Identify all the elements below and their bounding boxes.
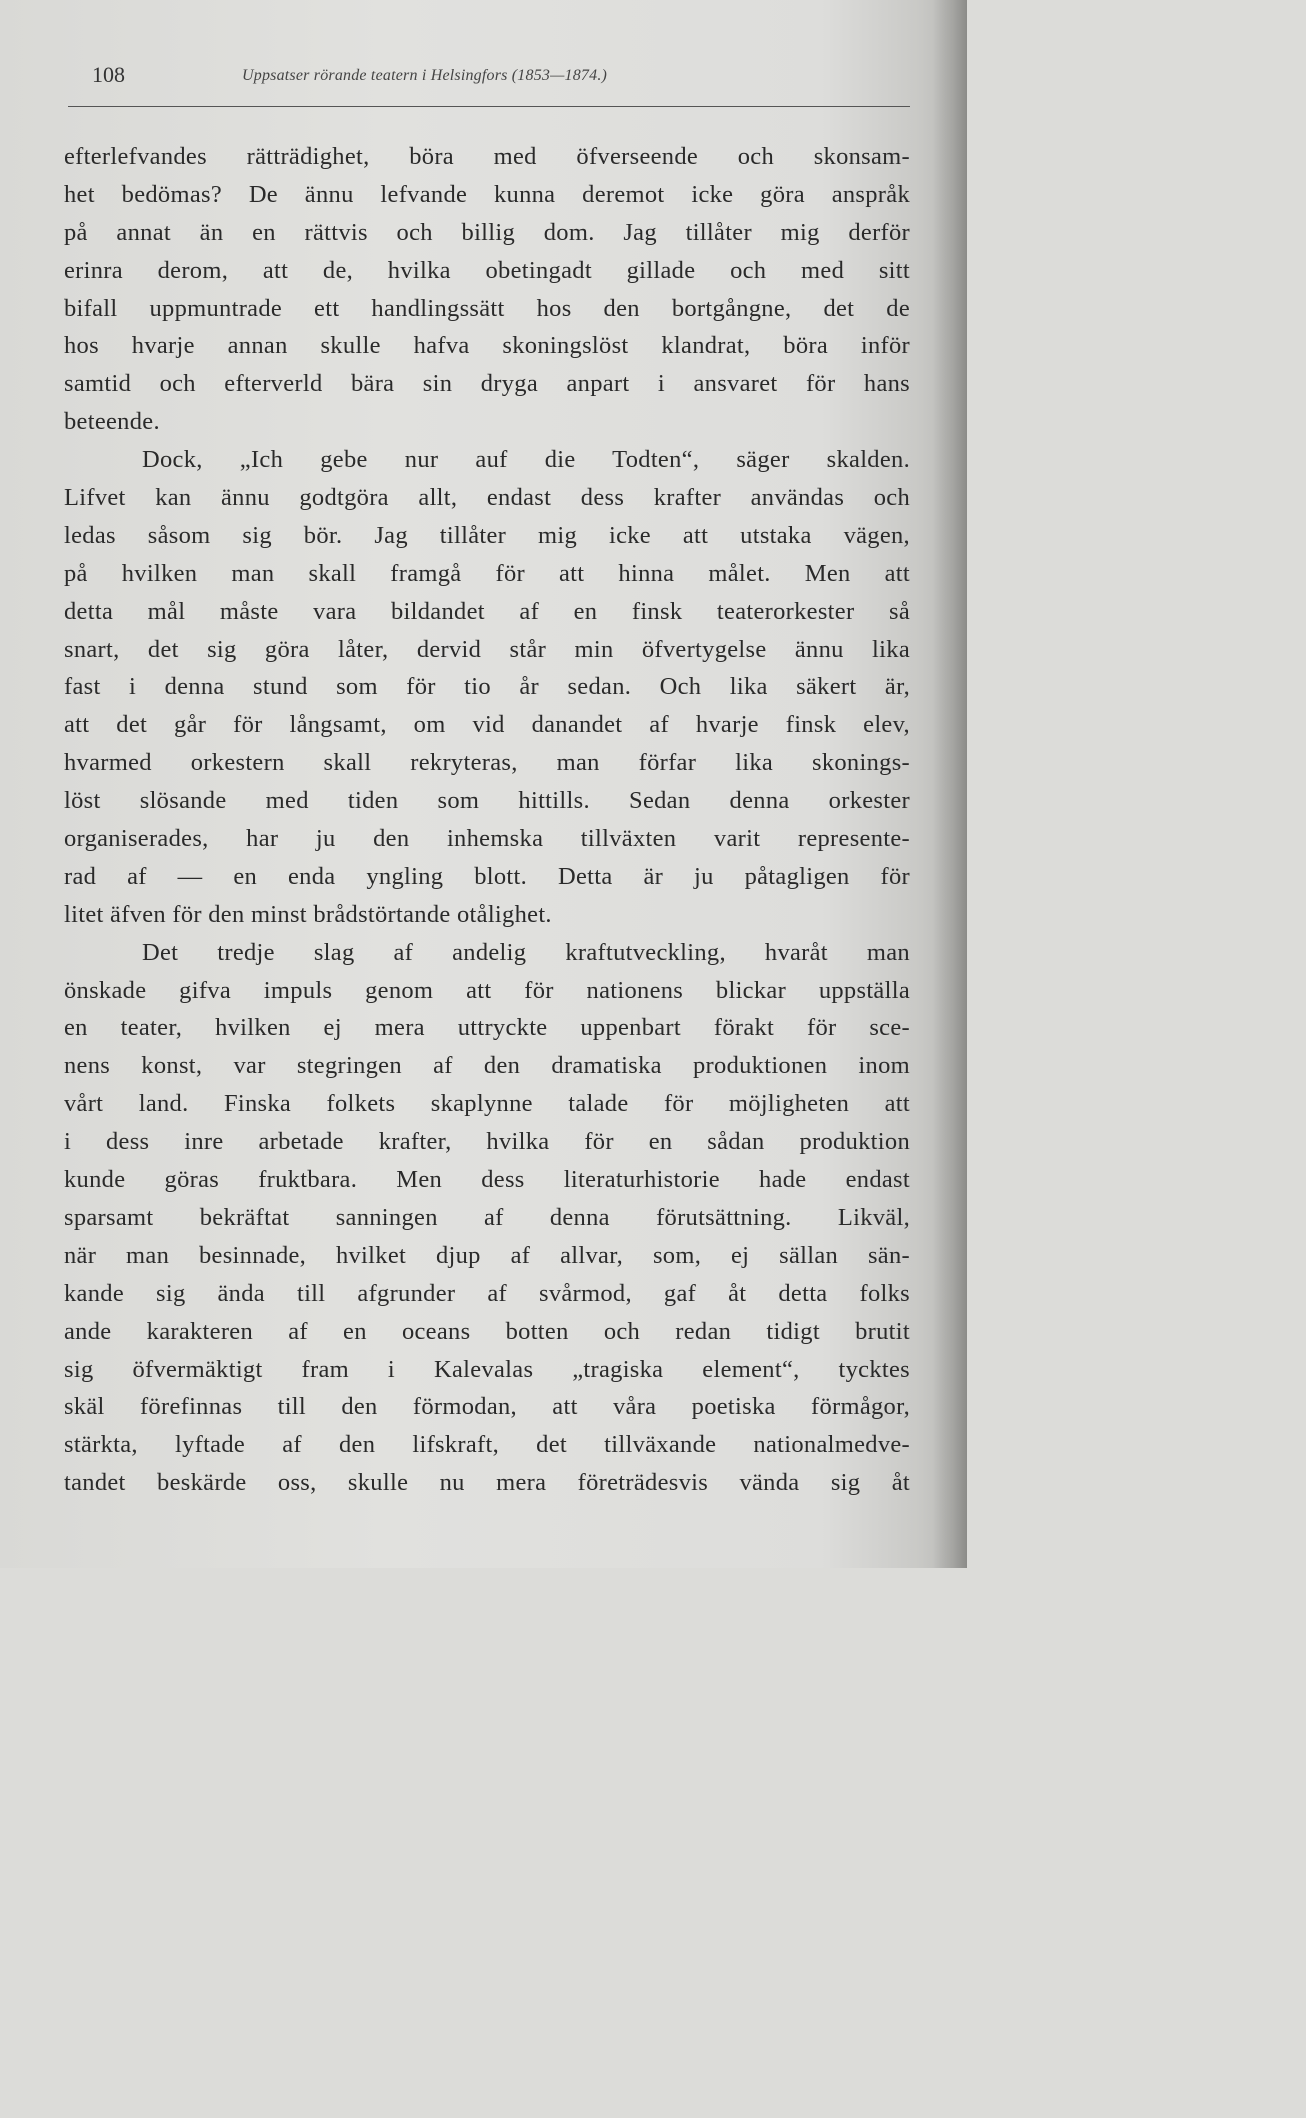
- page-number: 108: [92, 62, 125, 87]
- page-edge-shadow: [933, 0, 967, 1568]
- text-line: litet äfven för den minst brådstörtande otålighet.: [64, 900, 552, 928]
- text-line: hvarmed orkestern skall rekryteras, man förfar lika skonings-: [64, 749, 910, 777]
- text-line: kande sig ända till afgrunder af svårmod, gaf åt detta folks: [64, 1279, 910, 1307]
- text-line: önskade gifva impuls genom att för nationens blickar uppställa: [64, 976, 910, 1004]
- paragraph-first-line: Dock, „Ich gebe nur auf die Todten“, säger skalden.: [142, 446, 910, 474]
- text-line: beteende.: [64, 408, 160, 436]
- text-line: tandet beskärde oss, skulle nu mera företrädesvis vända sig åt: [64, 1469, 910, 1497]
- text-line: erinra derom, att de, hvilka obetingadt gillade och med sitt: [64, 256, 910, 284]
- paragraph-first-line: Det tredje slag af andelig kraftutveckling, hvaråt man: [142, 938, 910, 966]
- text-line: rad af — en enda yngling blott. Detta är ju påtagligen för: [64, 862, 910, 890]
- text-line: snart, det sig göra låter, dervid står min öfvertygelse ännu lika: [64, 635, 910, 663]
- text-line: stärkta, lyftade af den lifskraft, det tillväxande nationalmedve-: [64, 1431, 910, 1459]
- text-line: samtid och efterverld bära sin dryga anpart i ansvaret för hans: [64, 370, 910, 398]
- text-line: efterlefvandes rätträdighet, böra med öfverseende och skonsam-: [64, 143, 910, 170]
- text-line: sig öfvermäktigt fram i Kalevalas „tragiska element“, tycktes: [64, 1355, 910, 1383]
- text-line: organiserades, har ju den inhemska tillväxten varit represente-: [64, 825, 910, 853]
- text-line: vårt land. Finska folkets skaplynne talade för möjligheten att: [64, 1090, 910, 1118]
- text-line: på hvilken man skall framgå för att hinna målet. Men att: [64, 559, 910, 587]
- text-line: när man besinnade, hvilket djup af allvar, som, ej sällan sän-: [64, 1241, 910, 1269]
- text-line: i dess inre arbetade krafter, hvilka för en sådan produktion: [64, 1128, 910, 1156]
- text-line: het bedömas? De ännu lefvande kunna deremot icke göra anspråk: [64, 180, 910, 208]
- text-line: ande karakteren af en oceans botten och redan tidigt brutit: [64, 1317, 910, 1345]
- text-line: Lifvet kan ännu godtgöra allt, endast dess krafter användas och: [64, 484, 910, 512]
- text-line: sparsamt bekräftat sanningen af denna förutsättning. Likväl,: [64, 1203, 910, 1231]
- text-line: skäl förefinnas till den förmodan, att våra poetiska förmågor,: [64, 1393, 910, 1421]
- text-line: löst slösande med tiden som hittills. Sedan denna orkester: [64, 787, 910, 815]
- text-line: kunde göras fruktbara. Men dess literaturhistorie hade endast: [64, 1166, 910, 1194]
- body-text: [64, 138, 910, 1502]
- text-line: bifall uppmuntrade ett handlingssätt hos den bortgångne, det de: [64, 294, 910, 322]
- running-title: Uppsatser rörande teatern i Helsingfors (1853—1874.): [242, 67, 608, 84]
- text-line: en teater, hvilken ej mera uttryckte uppenbart förakt för sce-: [64, 1014, 910, 1042]
- text-line: hos hvarje annan skulle hafva skoningslöst klandrat, böra inför: [64, 332, 910, 360]
- page-header: [92, 62, 910, 94]
- text-line: ledas såsom sig bör. Jag tillåter mig icke att utstaka vägen,: [64, 521, 910, 549]
- text-line: på annat än en rättvis och billig dom. Jag tillåter mig derför: [64, 218, 910, 246]
- text-line: fast i denna stund som för tio år sedan. Och lika säkert är,: [64, 673, 910, 701]
- text-line: detta mål måste vara bildandet af en finsk teaterorkester så: [64, 597, 910, 625]
- text-line: nens konst, var stegringen af den dramatiska produktionen inom: [64, 1052, 910, 1080]
- text-line: att det går för långsamt, om vid danandet af hvarje finsk elev,: [64, 711, 910, 739]
- header-rule: [68, 106, 910, 107]
